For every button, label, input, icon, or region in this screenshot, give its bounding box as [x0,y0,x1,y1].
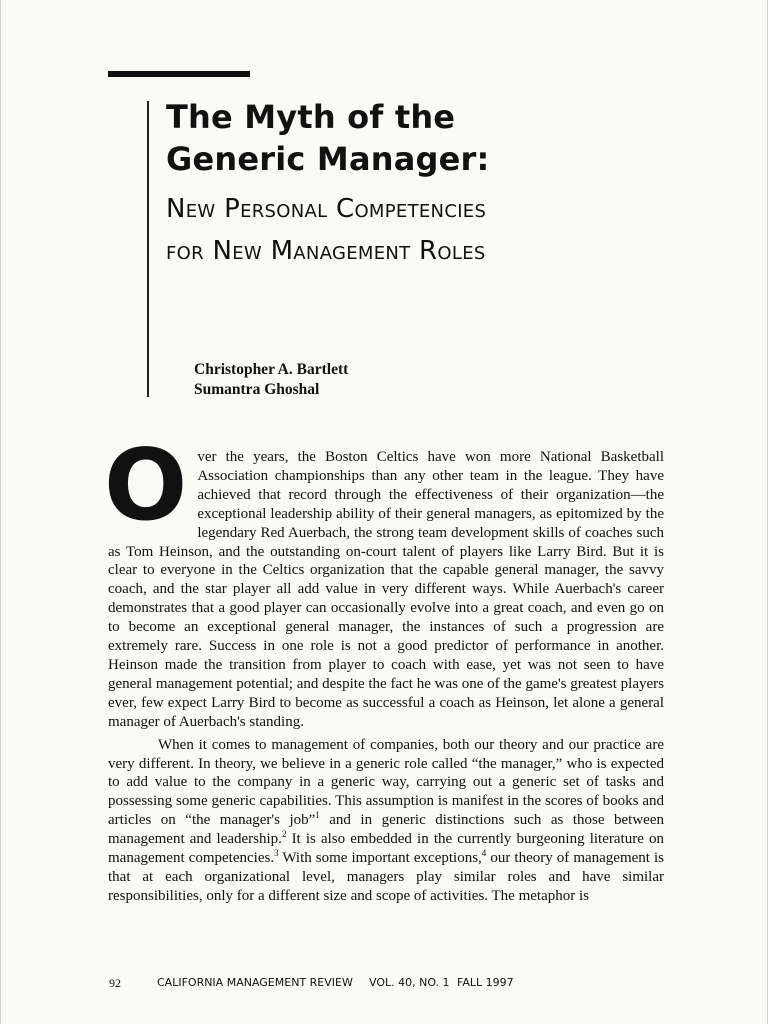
paragraph-text-segment: When it comes to management of companies, both our theory and our practice are very different. In theory, we believe in a generic role called “the manager,” who is expected to add value to the company in a generic way, carrying out a generic set of tasks and possessing some generic capabilities. This assumption is manifest in the scores of books and articles on “the manager's job” [108,736,664,829]
article-body [104,429,665,906]
author-name: Christopher A. Bartlett [194,361,349,378]
author-name: Sumantra Ghoshal [194,381,320,398]
paragraph-text-segment: our theory of management is that at each organizational level, managers play similar roles and have similar responsibilities, only for a different size and scope of activities. The metaphor is [108,850,665,904]
footnote-ref-2[interactable]: 2 [281,829,287,840]
vertical-rule [147,101,149,397]
body-paragraph-1 [104,429,664,732]
body-paragraph-2 [108,736,664,906]
top-rule [108,71,250,77]
title-line-1: The Myth of the [166,98,456,136]
author-list [194,360,348,400]
footnote-ref-3[interactable]: 3 [274,848,279,859]
paragraph-text: ver the years, the Boston Celtics have won more National Basketball Association championships than any other team in the league. They have achieved that record through the effectiveness of their organization—the exceptional leadership ability of their general managers, as epitomized by the legendary Red Auerbach, the strong team development skills of coaches such as Tom Heinson, and the outstanding on-court talent of players like Larry Bird. But it is clear to everyone in the Celtics organization that the capable general manager, the savvy coach, and the star player all add value in very different ways. While Auerbach's career demonstrates that a good player can occasionally evolve into a great coach, and even go on to become an exceptional general manager, the instances of such a progression are extremely rare. Success in one role is not a good predictor of performance in another. Heinson made the transition from player to coach with ease, yet was not seen to have general management potential; and despite the fact he was one of the game's greatest players ever, few expect Larry Bird to become as successful a coach as Heinson, let alone a general manager of Auerbach's standing. [108,449,664,730]
paragraph-text-segment: It is also embedded in the currently burgeoning literature on management competencies. [108,831,664,867]
subtitle-line-1: New Personal Competencies [166,194,487,224]
page-number: 92 [109,976,121,990]
footnote-ref-4[interactable]: 4 [481,848,487,859]
journal-issue: FALL 1997 [457,976,514,989]
subtitle-line-2: for New Management Roles [166,236,486,266]
article-subtitle [166,188,486,272]
paragraph-text-segment: and in generic distinctions such as those between management and leadership. [108,812,664,848]
footnote-ref-1[interactable]: 1 [315,810,320,821]
drop-cap: O [104,429,188,543]
article-title [166,96,490,180]
journal-volume: VOL. 40, NO. 1 [369,976,450,989]
paragraph-text-segment: With some important exceptions, [278,850,482,867]
title-line-2: Generic Manager: [166,140,490,178]
journal-name: CALIFORNIA MANAGEMENT REVIEW [157,976,353,989]
